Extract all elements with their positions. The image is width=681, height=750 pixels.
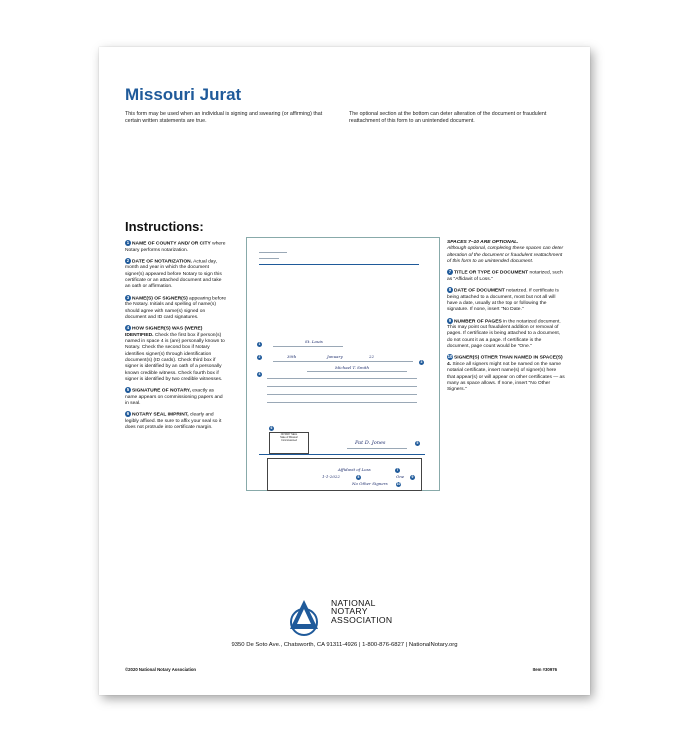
number-badge: 1 <box>126 240 130 245</box>
item-text: where Notary performs notarization. <box>125 241 226 253</box>
item-heading: SIGNER(S) OTHER THAN NAMED IN SPACE(S) 4. <box>447 355 563 367</box>
callout-6: 6 <box>270 426 273 430</box>
number-badge: 4 <box>126 325 130 331</box>
item-text: Actual day, month and year in which the document signer(s) appeared before Notary to sign this certificate or an attached document and take an oath or affirmation. <box>125 259 222 290</box>
callout-1: 1 <box>258 342 261 346</box>
notary-seal-sample: NOTARY SEAL State of Missouri Commissioned <box>269 432 309 454</box>
instructions-left-column <box>125 240 227 436</box>
logo-line-3: ASSOCIATION <box>331 614 393 625</box>
number-badge: 9 <box>448 317 452 323</box>
footer-address: 9350 De Soto Ave., Chatsworth, CA 91311-4926 | 1-800-876-6827 | NationalNotary.org <box>231 642 458 648</box>
item-heading: NUMBER OF PAGES <box>454 318 502 324</box>
form-other-signers-value: No Other Signers <box>352 481 388 486</box>
instructions-right-column <box>447 240 565 397</box>
callout-4: 4 <box>258 372 261 376</box>
intro-left: This form may be used when an individual is signing and swearing (or affirming) that certain written statements are true. <box>125 111 323 124</box>
callout-9: 9 <box>411 475 414 479</box>
instruction-item <box>447 354 565 393</box>
form-rule <box>347 448 407 449</box>
form-rule <box>259 252 287 253</box>
item-text: Since all signers might not be named on the same notarial certificate, insert name(s) of signer(s) here that appear(s) or will appear on other certificates — as many as space allows. If none, insert "No Other Signers." <box>447 361 565 393</box>
number-badge: 2 <box>126 257 130 263</box>
callout-5: 5 <box>416 441 419 445</box>
item-text: Check the first box if person(s) named in space 4 is (are) personally known to Notary. Check the second box if Notary identifies signer(s) through identification document(s) (ID cards). Check third box if signer is identified by an oath of a personally known credible witness. Check fourth box if signer is identified by two credible witnesses. <box>125 332 225 382</box>
item-heading: HOW SIGNER(S) WAS (WERE) IDENTIFIED. <box>125 326 203 338</box>
jurat-form-preview <box>246 237 440 491</box>
number-badge: 5 <box>126 387 130 393</box>
item-heading: SIGNATURE OF NOTARY, <box>132 388 191 394</box>
form-day-value: 30th <box>287 354 297 359</box>
instruction-item <box>125 325 227 383</box>
number-badge: 10 <box>447 354 453 360</box>
instruction-item <box>125 258 227 291</box>
form-rule <box>267 394 417 395</box>
form-pages-value: One <box>396 474 405 479</box>
item-text: clearly and legibly affixed. Be sure to affix your seal so it does not protrude into certificate margin. <box>125 412 222 431</box>
item-heading: NAME(S) OF SIGNER(S) <box>132 295 188 301</box>
item-text: in the notarized document. This may point out fraudulent addition or removal of pages. If certificate is being attached to a document, do not count it as a page. If certificate is the document, page count would be "One." <box>447 318 561 350</box>
form-month-value: January <box>327 354 343 359</box>
page-title: Missouri Jurat <box>125 85 242 104</box>
form-rule <box>259 454 425 455</box>
form-doc-date-value: 1-1-2022 <box>322 474 340 479</box>
form-signer-value: Michael T. Smith <box>335 365 370 370</box>
form-county-value: St. Louis <box>305 339 323 344</box>
number-badge: 3 <box>126 294 130 300</box>
optional-heading: SPACES 7–10 ARE OPTIONAL. <box>447 240 519 245</box>
callout-10: 10 <box>396 482 401 486</box>
form-rule <box>267 402 417 403</box>
number-badge: 6 <box>126 411 130 417</box>
footer-copyright: ©2020 National Notary Association <box>125 667 197 672</box>
form-rule <box>273 361 413 362</box>
jurat-instruction-sheet <box>99 47 590 695</box>
item-heading: DATE OF NOTARIZATION. <box>132 259 193 265</box>
form-rule <box>307 371 407 372</box>
instruction-item <box>447 269 565 283</box>
instruction-item <box>125 240 227 254</box>
item-text: exactly as name appears on commissioning papers and in seal. <box>125 388 223 407</box>
item-heading: NOTARY SEAL IMPRINT, <box>132 412 189 418</box>
form-notary-signature: Pat D. Jones <box>355 440 386 446</box>
intro-right: The optional section at the bottom can deter alteration of the document or fraudulent reattachment of this form to an unintended document. <box>349 111 547 124</box>
instruction-item <box>447 318 565 351</box>
callout-7: 7 <box>396 468 399 472</box>
item-text: appearing before the Notary. Initials and spelling of name(s) should agree with name(s) signed on document and ID card signatures. <box>125 295 227 320</box>
instruction-item <box>125 411 227 431</box>
nna-logo-text <box>331 599 392 624</box>
item-text: notarized. If certificate is being attached to a document, most but not all will have a date, usually at the top or following the signature. If none, insert "No Date." <box>447 288 559 313</box>
instructions-heading: Instructions: <box>125 219 204 234</box>
optional-intro <box>447 240 565 265</box>
form-rule <box>267 386 417 387</box>
logo-line-2: NOTARY <box>331 606 368 617</box>
callout-3: 3 <box>420 360 423 364</box>
callout-8: 8 <box>357 475 360 479</box>
form-rule <box>259 264 419 265</box>
callout-2: 2 <box>258 355 261 359</box>
form-year-value: 22 <box>369 354 375 359</box>
number-badge: 8 <box>448 287 452 293</box>
instruction-item <box>125 295 227 321</box>
form-rule <box>273 346 343 347</box>
instruction-item <box>125 387 227 407</box>
number-badge: 7 <box>448 269 452 275</box>
footer-item-number: Item #30976 <box>532 667 557 672</box>
optional-section-box <box>267 458 422 491</box>
item-heading: TITLE OR TYPE OF DOCUMENT <box>454 270 529 276</box>
item-text: notarized, such as "Affidavit of Loss." <box>447 270 563 282</box>
logo-line-1: NATIONAL <box>331 598 376 608</box>
instruction-item <box>447 287 565 313</box>
item-heading: DATE OF DOCUMENT <box>454 288 505 294</box>
form-rule <box>259 258 279 259</box>
form-doc-title-value: Affidavit of Loss <box>338 467 371 472</box>
optional-description: Although optional, completing these spaces can deter alteration of the document or fraudulent reattachment of this form to an unintended document. <box>447 246 564 264</box>
item-heading: NAME OF COUNTY AND/ OR CITY <box>132 241 211 247</box>
form-rule <box>267 378 417 379</box>
